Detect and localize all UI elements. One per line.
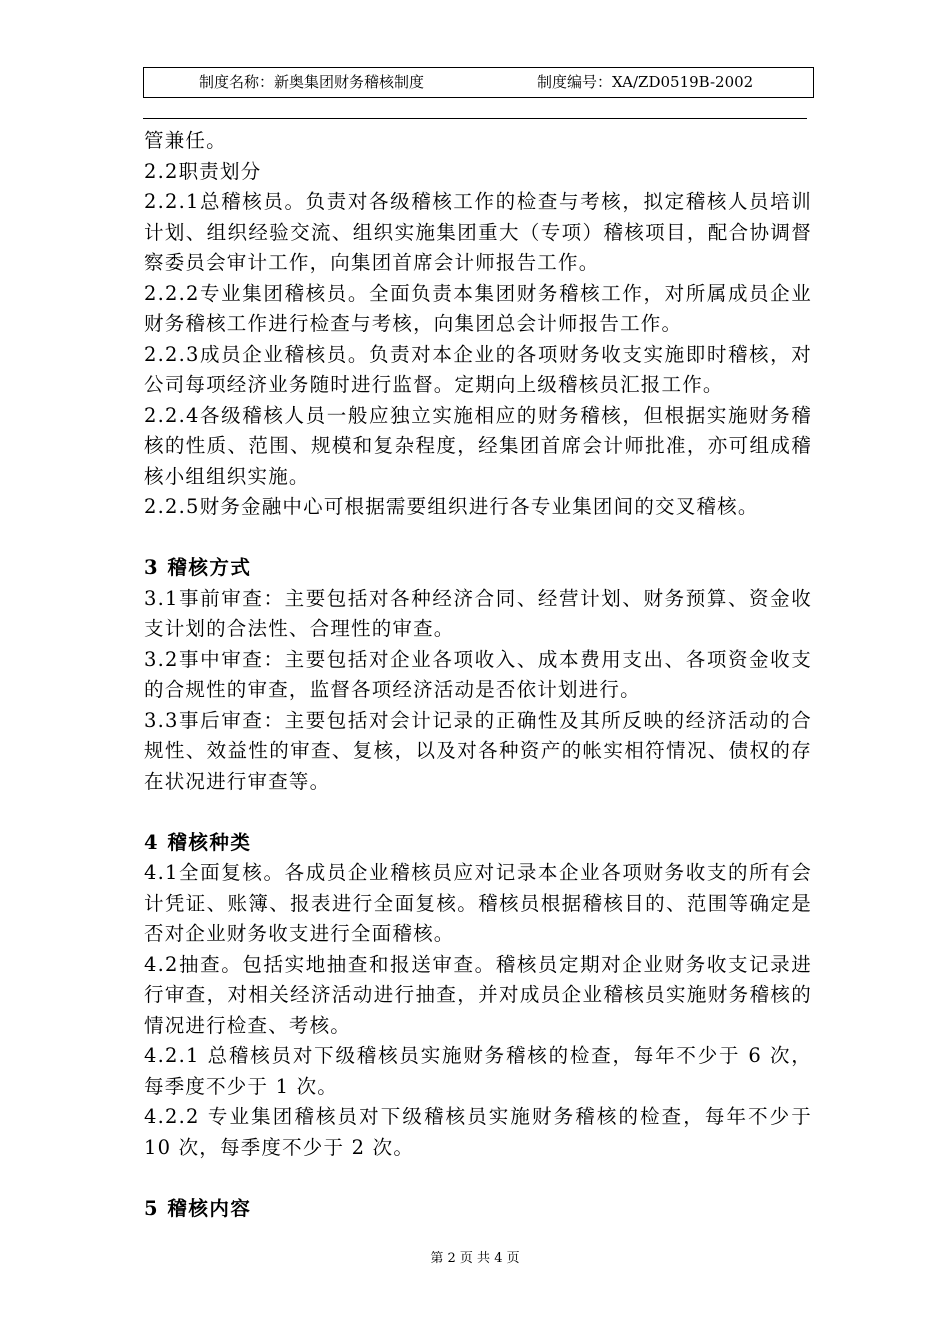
section-4-2-1: 4.2.1 总稽核员对下级稽核员实施财务稽核的检查，每年不少于 6 次，每季度不少于 1 次。 bbox=[144, 1044, 812, 1098]
section-2-2: 2.2职责划分 bbox=[144, 159, 262, 183]
header-divider bbox=[143, 118, 807, 119]
section-2-2-3: 2.2.3成员企业稽核员。负责对本企业的各项财务收支实施即时稽核，对公司每项经济业务随时进行监督。定期向上级稽核员汇报工作。 bbox=[144, 342, 812, 396]
heading-section-4: 4 稽核种类 bbox=[144, 830, 252, 854]
paragraph-continued: 管兼任。 bbox=[144, 129, 227, 152]
section-3-1: 3.1事前审查：主要包括对各种经济合同、经营计划、财务预算、资金收支计划的合法性、合理性的审查。 bbox=[144, 586, 812, 640]
section-4-2-2: 4.2.2 专业集团稽核员对下级稽核员实施财务稽核的检查，每年不少于 10 次，每季度不少于 2 次。 bbox=[144, 1105, 812, 1159]
document-header bbox=[143, 67, 814, 98]
spacer bbox=[144, 797, 812, 828]
heading-section-5: 5 稽核内容 bbox=[144, 1196, 252, 1220]
document-body bbox=[144, 126, 812, 1224]
section-2-2-5: 2.2.5财务金融中心可根据需要组织进行各专业集团间的交叉稽核。 bbox=[144, 495, 759, 518]
heading-section-3: 3 稽核方式 bbox=[144, 556, 252, 579]
spacer bbox=[144, 523, 812, 554]
spacer bbox=[144, 1163, 812, 1194]
section-4-2: 4.2抽查。包括实地抽查和报送审查。稽核员定期对企业财务收支记录进行审查，对相关经济活动进行抽查，并对成员企业稽核员实施财务稽核的情况进行检查、考核。 bbox=[144, 952, 812, 1037]
section-2-2-4: 2.2.4各级稽核人员一般应独立实施相应的财务稽核，但根据实施财务稽核的性质、范围、规模和复杂程度，经集团首席会计师批准，亦可组成稽核小组组织实施。 bbox=[144, 403, 812, 488]
section-2-2-2: 2.2.2专业集团稽核员。全面负责本集团财务稽核工作，对所属成员企业财务稽核工作进行检查与考核，向集团总会计师报告工作。 bbox=[144, 281, 812, 335]
section-2-2-1: 2.2.1总稽核员。负责对各级稽核工作的检查与考核，拟定稽核人员培训计划、组织经验交流、组织实施集团重大（专项）稽核项目，配合协调督察委员会审计工作，向集团首席会计师报告工作。 bbox=[144, 190, 812, 274]
section-4-1: 4.1全面复核。各成员企业稽核员应对记录本企业各项财务收支的所有会计凭证、账簿、报表进行全面复核。稽核员根据稽核目的、范围等确定是否对企业财务收支进行全面稽核。 bbox=[144, 861, 812, 945]
page-number: 第 2 页 共 4 页 bbox=[430, 1251, 520, 1266]
section-3-2: 3.2事中审查：主要包括对企业各项收入、成本费用支出、各项资金收支的合规性的审查，监督各项经济活动是否依计划进行。 bbox=[144, 647, 812, 701]
regulation-name: 制度名称：新奥集团财务稽核制度 bbox=[199, 73, 425, 91]
regulation-code: 制度编号：XA/ZD0519B-2002 bbox=[537, 73, 754, 91]
section-3-3: 3.3事后审查：主要包括对会计记录的正确性及其所反映的经济活动的合规性、效益性的审查、复核，以及对各种资产的帐实相符情况、债权的存在状况进行审查等。 bbox=[144, 708, 812, 793]
